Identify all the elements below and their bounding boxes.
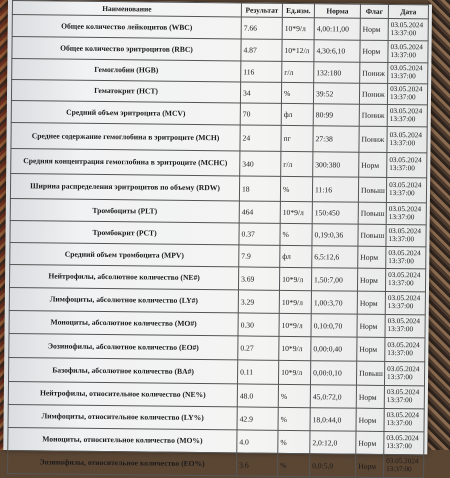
test-date: 03.05.2024	[390, 42, 423, 51]
test-flag: Норм	[358, 246, 386, 268]
test-datetime	[385, 268, 425, 291]
test-flag: Норм	[357, 314, 385, 337]
test-date: 03.05.2024	[386, 457, 419, 466]
test-result: 0.11	[237, 360, 278, 384]
test-datetime	[384, 408, 424, 431]
test-flag: Норм	[356, 431, 384, 454]
test-flag: Норм	[356, 385, 384, 408]
test-datetime	[384, 385, 424, 408]
header-name: Наименование	[12, 1, 241, 17]
test-date: 03.05.2024	[387, 340, 420, 349]
test-result: 18	[239, 176, 280, 201]
test-result: 24	[240, 125, 281, 151]
test-time: 13:37:00	[389, 164, 415, 173]
test-norm: 11:16	[312, 177, 358, 202]
test-date: 03.05.2024	[388, 204, 422, 213]
test-norm: 4,00:11,00	[314, 18, 360, 40]
test-result: 116	[241, 61, 282, 82]
test-time: 13:37:00	[388, 212, 415, 221]
test-time: 13:37:00	[389, 114, 416, 123]
test-date: 03.05.2024	[387, 317, 421, 326]
blood-test-table	[7, 0, 429, 478]
test-unit: фл	[280, 245, 312, 267]
test-result: 4.87	[241, 39, 282, 61]
test-unit: 10*12/л	[282, 39, 314, 61]
test-datetime	[384, 454, 424, 477]
test-norm: 300:380	[313, 152, 359, 177]
test-norm: 18,0:44,0	[310, 408, 356, 431]
test-datetime	[385, 337, 425, 361]
test-name: Средний объем эритроцита (MCV)	[11, 101, 240, 125]
test-norm: 1,50:7,00	[311, 268, 357, 291]
test-datetime	[388, 62, 428, 83]
test-unit: %	[278, 430, 310, 453]
test-datetime	[386, 177, 426, 202]
test-name: Моноциты, абсолютное количество (MO#)	[9, 311, 238, 336]
test-norm: 6,5:12,6	[312, 246, 358, 268]
test-unit: г/л	[281, 151, 313, 176]
test-flag: Пониж	[359, 126, 387, 152]
test-datetime	[386, 202, 426, 224]
header-unit: Ед.изм.	[282, 3, 314, 17]
test-result: 70	[240, 103, 281, 125]
test-norm: 0,10:0,70	[311, 314, 357, 337]
test-name: Общее количество эритроцитов (RBC)	[12, 37, 241, 61]
test-result: 0.27	[238, 336, 279, 360]
test-result: 7.66	[241, 17, 282, 39]
test-name: Тромбоциты (PLT)	[10, 199, 239, 223]
test-name: Эозинофилы, абсолютное количество (EO#)	[9, 334, 238, 360]
test-name: Тромбокрит (PCT)	[10, 221, 239, 245]
test-time: 13:37:00	[387, 301, 414, 311]
test-date: 03.05.2024	[389, 106, 423, 115]
test-datetime	[387, 104, 427, 126]
test-unit: г/л	[282, 61, 314, 82]
test-date: 03.05.2024	[388, 226, 421, 235]
test-unit: 10*9/л	[280, 201, 312, 223]
header-result: Результат	[241, 3, 282, 17]
test-datetime	[388, 40, 428, 62]
test-datetime	[385, 291, 425, 314]
test-unit: пг	[281, 125, 313, 151]
test-datetime	[386, 246, 426, 268]
test-norm: 0,00:0,10	[310, 361, 356, 385]
test-name: Средний объем тромбоцита (MPV)	[10, 243, 239, 267]
test-norm: 132:180	[314, 62, 360, 83]
test-name: Лимфоциты, абсолютное количество (LY#)	[9, 288, 238, 313]
test-unit: 10*9/л	[279, 313, 311, 336]
test-time: 13:37:00	[386, 395, 413, 405]
test-name: Ширина распределения эритроцитов по объему (RDW)	[10, 174, 239, 201]
test-flag: Повыш	[358, 177, 386, 202]
test-name: Базофилы, абсолютное количество (BA#)	[9, 358, 238, 384]
test-flag: Норм	[357, 268, 385, 291]
test-datetime	[386, 224, 426, 246]
test-norm: 4,30:6,10	[314, 40, 360, 62]
test-time: 13:37:00	[386, 464, 412, 474]
test-unit: %	[278, 384, 310, 407]
test-time: 13:37:00	[390, 28, 417, 37]
test-unit: %	[280, 176, 312, 201]
test-result: 3.6	[237, 453, 278, 476]
test-flag: Норм	[360, 18, 388, 40]
test-time: 13:37:00	[389, 93, 416, 102]
test-unit: %	[281, 82, 313, 103]
test-unit: %	[278, 453, 310, 476]
test-time: 13:37:00	[390, 50, 417, 59]
test-flag: Пониж	[360, 62, 388, 83]
test-flag: Норм	[357, 337, 385, 361]
test-flag: Пониж	[359, 104, 387, 126]
header-date: Дата	[388, 4, 428, 18]
test-result: 48.0	[237, 384, 278, 407]
test-flag: Повыш	[356, 361, 384, 385]
table-row	[8, 451, 424, 478]
test-datetime	[387, 83, 427, 104]
test-date: 03.05.2024	[386, 434, 419, 443]
test-result: 0.30	[238, 313, 279, 336]
test-datetime	[384, 431, 424, 454]
test-unit: 10*9/л	[279, 267, 311, 290]
test-flag: Норм	[359, 152, 387, 177]
test-result: 7.9	[239, 245, 280, 267]
test-result: 3.29	[238, 290, 279, 313]
test-name: Гематокрит (HCT)	[11, 80, 240, 103]
test-unit: 10*9/л	[282, 17, 314, 39]
test-result: 3.69	[238, 267, 279, 290]
test-name: Эозинофилы, относительное количество (EO%)	[8, 451, 237, 476]
test-date: 03.05.2024	[389, 156, 422, 165]
test-time: 13:37:00	[388, 189, 415, 198]
test-name: Гемоглобин (HGB)	[12, 59, 241, 82]
test-date: 03.05.2024	[390, 20, 424, 29]
test-result: 464	[239, 201, 280, 223]
test-norm: 150:450	[312, 202, 358, 224]
test-unit: 10*9/л	[278, 360, 310, 384]
test-date: 03.05.2024	[387, 294, 421, 303]
test-result: 4.0	[237, 430, 278, 453]
test-date: 03.05.2024	[390, 64, 423, 73]
test-result: 42.9	[237, 407, 278, 430]
test-date: 03.05.2024	[387, 364, 420, 373]
test-date: 03.05.2024	[390, 85, 423, 94]
test-name: Нейтрофилы, относительное количество (NE%)	[8, 382, 237, 407]
test-result: 340	[240, 151, 281, 176]
test-unit: 10*9/л	[279, 290, 311, 313]
test-norm: 2,0:12,0	[310, 431, 356, 454]
test-flag: Пониж	[359, 83, 387, 104]
test-name: Моноциты, относительное количество (MO%)	[8, 428, 237, 453]
test-time: 13:37:00	[388, 278, 414, 288]
test-unit: %	[278, 407, 310, 430]
header-norm: Норма	[314, 4, 360, 18]
test-norm: 80:99	[313, 104, 359, 126]
test-date: 03.05.2024	[386, 411, 420, 420]
test-time: 13:37:00	[387, 348, 413, 357]
test-flag: Норм	[356, 454, 384, 477]
test-unit: 10*9/л	[279, 336, 311, 360]
test-name: Лимфоциты, относительное количество (LY%)	[8, 405, 237, 430]
test-result: 34	[240, 82, 281, 103]
test-result: 0.37	[239, 223, 280, 245]
test-name: Общее количество лейкоцитов (WBC)	[12, 15, 241, 39]
test-name: Нейтрофилы, абсолютное количество (NE#)	[9, 265, 238, 290]
test-date: 03.05.2024	[388, 271, 421, 280]
test-flag: Норм	[356, 408, 384, 431]
test-date: 03.05.2024	[389, 181, 422, 190]
test-datetime	[387, 152, 427, 177]
test-datetime	[384, 361, 424, 385]
test-norm: 39:52	[313, 83, 359, 104]
test-norm: 27:38	[313, 126, 359, 152]
test-time: 13:37:00	[387, 324, 414, 334]
test-time: 13:37:00	[388, 256, 414, 265]
test-norm: 1,00:3,70	[311, 291, 357, 314]
test-date: 03.05.2024	[388, 248, 421, 257]
test-date: 03.05.2024	[389, 130, 422, 139]
test-flag: Повыш	[358, 202, 386, 224]
test-time: 13:37:00	[387, 372, 413, 381]
test-unit: фл	[281, 103, 313, 125]
test-time: 13:37:00	[388, 234, 415, 243]
test-time: 13:37:00	[389, 138, 416, 147]
test-time: 13:37:00	[386, 441, 412, 451]
test-norm: 0,00:0,40	[311, 337, 357, 361]
test-name: Средняя концентрация гемоглобина в эритроците (MCHC)	[11, 149, 240, 176]
test-datetime	[388, 18, 428, 40]
test-time: 13:37:00	[390, 72, 416, 81]
test-norm: 0,19:0,36	[312, 224, 358, 246]
test-unit: %	[280, 223, 312, 245]
test-time: 13:37:00	[386, 418, 413, 428]
header-flag: Флаг	[360, 4, 388, 18]
test-datetime	[387, 126, 427, 152]
test-name: Среднее содержание гемоглобина в эритроците (MCH)	[11, 123, 240, 151]
test-date: 03.05.2024	[386, 388, 420, 397]
test-flag: Повыш	[358, 224, 386, 246]
test-norm: 0,0:5,0	[310, 454, 356, 477]
test-flag: Норм	[357, 291, 385, 314]
lab-results-sheet	[3, 0, 432, 474]
test-datetime	[385, 314, 425, 337]
test-norm: 45,0:72,0	[310, 385, 356, 408]
test-flag: Норм	[360, 40, 388, 62]
